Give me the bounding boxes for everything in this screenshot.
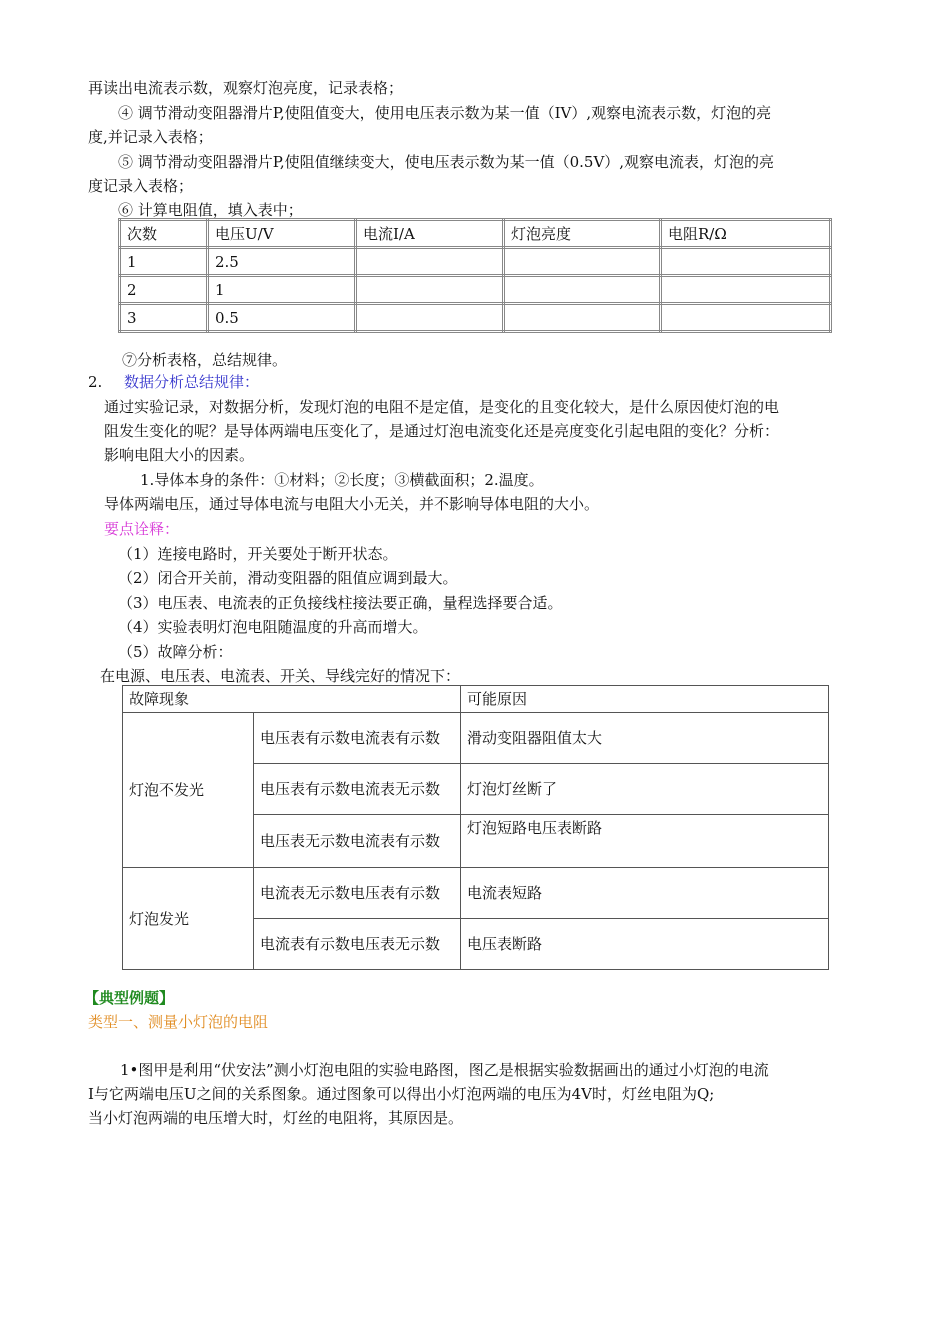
table-header-cell: 次数 — [120, 220, 208, 248]
table-cell: 电压表有示数电流表有示数 — [254, 713, 461, 764]
table-header-cell: 电压U/V — [208, 220, 356, 248]
table-header-cell: 故障现象 — [123, 686, 461, 713]
list-item: （5）故障分析： — [118, 643, 233, 661]
text-line: ⑤ 调节滑动变阻器滑片P,使阻值继续变大，使电压表示数为某一值（0.5V）,观察电流表，灯泡的亮 — [118, 153, 775, 171]
table-cell: 灯泡短路电压表断路 — [461, 815, 829, 868]
table-cell: 2.5 — [208, 248, 356, 276]
section-subtitle: 类型一、测量小灯泡的电阻 — [88, 1013, 269, 1031]
table-cell: 灯泡灯丝断了 — [461, 764, 829, 815]
table-cell — [661, 276, 831, 304]
table-cell: 电流表无示数电压表有示数 — [254, 868, 461, 919]
text-line: 1.导体本身的条件：①材料；②长度；③横截面积；2.温度。 — [140, 471, 544, 489]
table-cell — [504, 248, 661, 276]
table-cell — [661, 304, 831, 332]
table-cell: 灯泡发光 — [123, 868, 254, 970]
text-line: 度记录入表格； — [88, 177, 194, 195]
table-row — [120, 304, 831, 332]
table-cell: 1 — [208, 276, 356, 304]
table-cell — [356, 248, 504, 276]
table-cell: 0.5 — [208, 304, 356, 332]
text-line: 通过实验记录，对数据分析，发现灯泡的电阻不是定值，是变化的且变化较大，是什么原因使灯泡的电 — [104, 398, 780, 416]
table-cell: 电压表断路 — [461, 919, 829, 970]
text-line: 当小灯泡两端的电压增大时，灯丝的电阻将，其原因是。 — [88, 1109, 464, 1127]
table-cell: 3 — [120, 304, 208, 332]
list-item: （1）连接电路时，开关要处于断开状态。 — [118, 545, 398, 563]
table-cell: 灯泡不发光 — [123, 713, 254, 868]
table-cell: 电压表有示数电流表无示数 — [254, 764, 461, 815]
table-row — [123, 713, 829, 764]
text-line: 在电源、电压表、电流表、开关、导线完好的情况下： — [100, 667, 461, 685]
table-row — [120, 248, 831, 276]
text-line: 导体两端电压，通过导体电流与电阻大小无关，并不影响导体电阻的大小。 — [104, 495, 600, 513]
table-header-cell: 电流I/A — [356, 220, 504, 248]
text-line: ⑥ 计算电阻值，填入表中； — [118, 201, 303, 219]
section-header: 【典型例题】 — [84, 989, 175, 1007]
text-line: 1•图甲是利用“伏安法”测小灯泡电阻的实验电路图，图乙是根据实验数据画出的通过小灯泡的电流 — [120, 1061, 769, 1079]
section-number: 2. — [88, 373, 103, 391]
table-header-row — [123, 686, 829, 713]
text-line: 度,并记录入表格； — [88, 128, 213, 146]
table-cell — [661, 248, 831, 276]
list-item: （2）闭合开关前，滑动变阻器的阻值应调到最大。 — [118, 569, 458, 587]
table-header-cell: 可能原因 — [461, 686, 829, 713]
list-item: （4）实验表明灯泡电阻随温度的升高而增大。 — [118, 618, 428, 636]
table-cell — [356, 276, 504, 304]
table-row — [123, 868, 829, 919]
table-cell: 电流表短路 — [461, 868, 829, 919]
text-line: 再读出电流表示数，观察灯泡亮度，记录表格； — [88, 79, 404, 97]
fault-table — [122, 685, 829, 970]
table-header-cell: 灯泡亮度 — [504, 220, 661, 248]
text-line: ④ 调节滑动变阻器滑片P,使阻值变大，使用电压表示数为某一值（IV）,观察电流表示数，灯泡的亮 — [118, 104, 772, 122]
table-cell: 滑动变阻器阻值太大 — [461, 713, 829, 764]
text-line: 阻发生变化的呢？是导体两端电压变化了，是通过灯泡电流变化还是亮度变化引起电阻的变化？分析： — [104, 422, 780, 440]
table-cell — [356, 304, 504, 332]
table-header-cell: 电阻R/Ω — [661, 220, 831, 248]
table-cell: 电压表无示数电流表有示数 — [254, 815, 461, 868]
section-title: 数据分析总结规律： — [124, 373, 260, 391]
list-item: （3）电压表、电流表的正负接线柱接法要正确，量程选择要合适。 — [118, 594, 563, 612]
text-line: ⑦分析表格，总结规律。 — [122, 351, 288, 369]
text-line: 影响电阻大小的因素。 — [104, 446, 255, 464]
text-line: I与它两端电压U之间的关系图象。通过图象可以得出小灯泡两端的电压为4V时，灯丝电阻为Q; — [88, 1085, 715, 1103]
table-cell: 1 — [120, 248, 208, 276]
table-row — [120, 276, 831, 304]
key-points-title: 要点诠释： — [104, 520, 180, 538]
table-cell: 2 — [120, 276, 208, 304]
table-cell — [504, 304, 661, 332]
table-header-row — [120, 220, 831, 248]
table-cell — [504, 276, 661, 304]
table-cell: 电流表有示数电压表无示数 — [254, 919, 461, 970]
measurement-table — [118, 218, 832, 333]
